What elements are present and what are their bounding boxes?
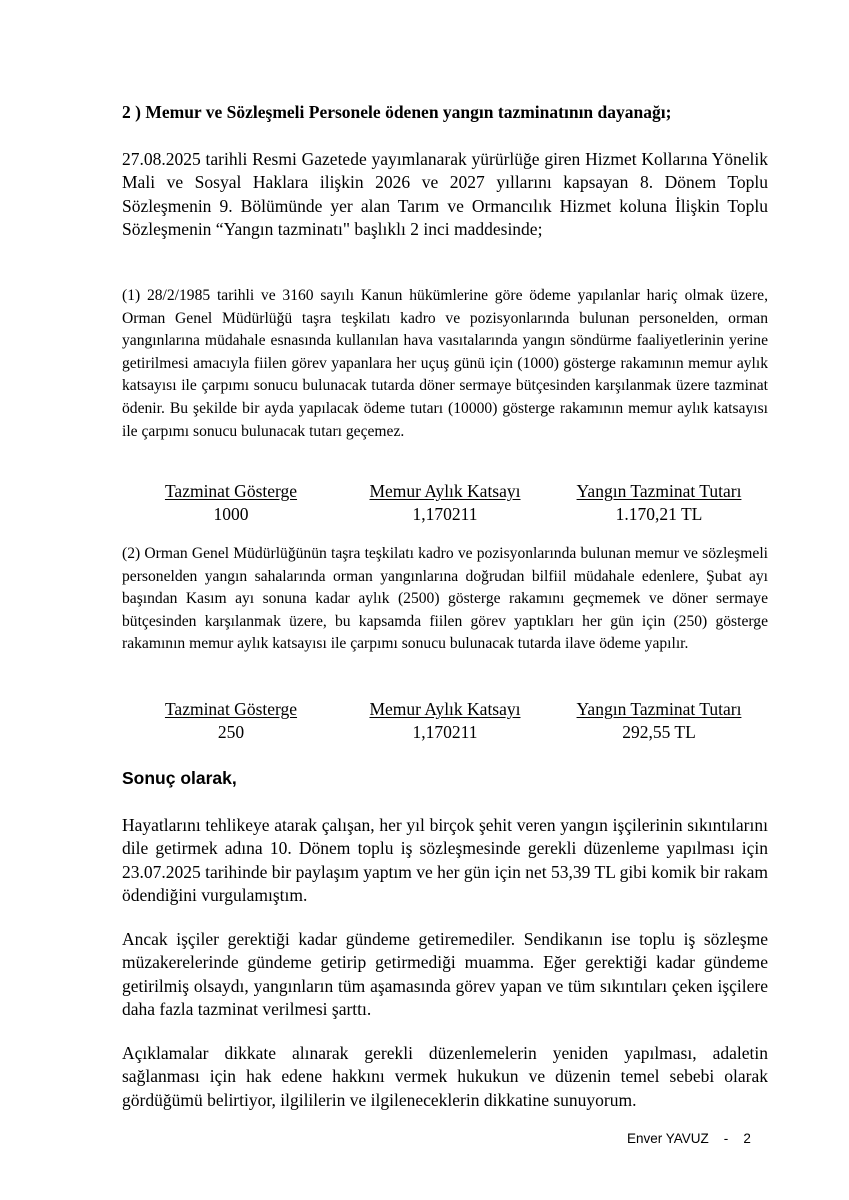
page-footer bbox=[627, 1131, 751, 1146]
footer-separator: - bbox=[723, 1131, 729, 1146]
table-cell-indicator: 1000 bbox=[213, 504, 249, 524]
table-header-amount: Yangın Tazminat Tutarı bbox=[576, 699, 742, 719]
clause-1-paragraph: (1) 28/2/1985 tarihli ve 3160 sayılı Kanun hükümlerine göre ödeme yapılanlar hariç olmak üzere, Orman Genel Müdürlüğü taşra teşkilatı kadro ve pozisyonlarında bulunan personelden, orman yangınlarına müdahale esnasında kullanılan hava vasıtalarında yangın söndürme faaliyetlerinin yerine getirilmesi amacıyla fiilen görev yapanlara her uçuş günü için (1000) gösterge rakamının memur aylık katsayısı ile çarpımı sonucu bulunacak tutarda döner sermaye bütçesinden karşılanmak üzere tazminat ödenir. Bu şekilde bir ayda yapılacak ödeme tutarı (10000) gösterge rakamının memur aylık katsayısı ile çarpımı sonucu bulunacak tutarı geçemez. bbox=[122, 287, 768, 440]
table-cell-indicator: 250 bbox=[217, 722, 245, 742]
table-header-indicator: Tazminat Gösterge bbox=[164, 481, 298, 501]
table-header-coefficient: Memur Aylık Katsayı bbox=[369, 699, 521, 719]
table-cell-amount: 1.170,21 TL bbox=[615, 504, 703, 524]
table-header-coefficient: Memur Aylık Katsayı bbox=[369, 481, 521, 501]
intro-paragraph: 27.08.2025 tarihli Resmi Gazetede yayımlanarak yürürlüğe giren Hizmet Kollarına Yönelik Mali ve Sosyal Haklara ilişkin 2026 ve 2027 yıllarını kapsayan 8. Dönem Toplu Sözleşmenin 9. Bölümünde yer alan Tarım ve Ormancılık Hizmet koluna İlişkin Toplu Sözleşmenin “Yangın tazminatı" başlıklı 2 inci maddesinde; bbox=[122, 149, 768, 239]
footer-page-number: 2 bbox=[743, 1131, 751, 1146]
table-cell-coefficient: 1,170211 bbox=[412, 504, 478, 524]
footer-author: Enver YAVUZ bbox=[627, 1131, 709, 1146]
conclusion-paragraph-2: Ancak işçiler gerektiği kadar gündeme getiremediler. Sendikanın ise toplu iş sözleşme müzakerelerinde gündeme getirip getirmediği muamma. Eğer gerektiği kadar gündeme getirilmiş olsaydı, yangınların tüm aşamasında görev yapan ve tüm sıkıntıları çeken işçilere daha fazla tazminat verilmesi şarttı. bbox=[122, 929, 768, 1019]
table-cell-amount: 292,55 TL bbox=[622, 722, 696, 742]
clause-2-paragraph: (2) Orman Genel Müdürlüğünün taşra teşkilatı kadro ve pozisyonlarında bulunan memur ve sözleşmeli personelden yangın sahalarında orman yangınlarına doğrudan bilfiil müdahale edenlere, Şubat ayı başından Kasım ayı sonuna kadar aylık (2500) gösterge rakamını geçmemek ve döner sermaye bütçesinden karşılanmak üzere, bu kapsamda fiilen görev yaptıkları her gün için (250) gösterge rakamının memur aylık katsayısı ile çarpımı sonucu bulunacak tutarda ilave ödeme yapılır. bbox=[122, 545, 768, 653]
table-row bbox=[122, 503, 768, 526]
conclusion-heading: Sonuç olarak, bbox=[122, 768, 237, 788]
compensation-table-2 bbox=[122, 698, 768, 744]
table-cell-coefficient: 1,170211 bbox=[412, 722, 478, 742]
conclusion-paragraph-3: Açıklamalar dikkate alınarak gerekli düzenlemelerin yeniden yapılması, adaletin sağlanması için hak edene hakkını vermek hukukun ve düzenin temel sebebi olarak gördüğümü belirtiyor, ilgililerin ve ilgileneceklerin dikkatine sunuyorum. bbox=[122, 1043, 768, 1110]
conclusion-paragraph-1: Hayatlarını tehlikeye atarak çalışan, her yıl birçok şehit veren yangın işçilerinin sıkıntılarını dile getirmek adına 10. Dönem toplu iş sözleşmesinde gerekli düzenleme yapılması için 23.07.2025 tarihinde bir paylaşım yaptım ve her gün için net 53,39 TL gibi komik bir rakam ödendiğini vurgulamıştım. bbox=[122, 815, 768, 905]
table-header-indicator: Tazminat Gösterge bbox=[164, 699, 298, 719]
table-header-row bbox=[122, 480, 768, 503]
table-header-amount: Yangın Tazminat Tutarı bbox=[576, 481, 742, 501]
section-heading: 2 ) Memur ve Sözleşmeli Personele ödenen yangın tazminatının dayanağı; bbox=[122, 102, 672, 122]
compensation-table-1 bbox=[122, 480, 768, 526]
table-row bbox=[122, 721, 768, 744]
table-header-row bbox=[122, 698, 768, 721]
